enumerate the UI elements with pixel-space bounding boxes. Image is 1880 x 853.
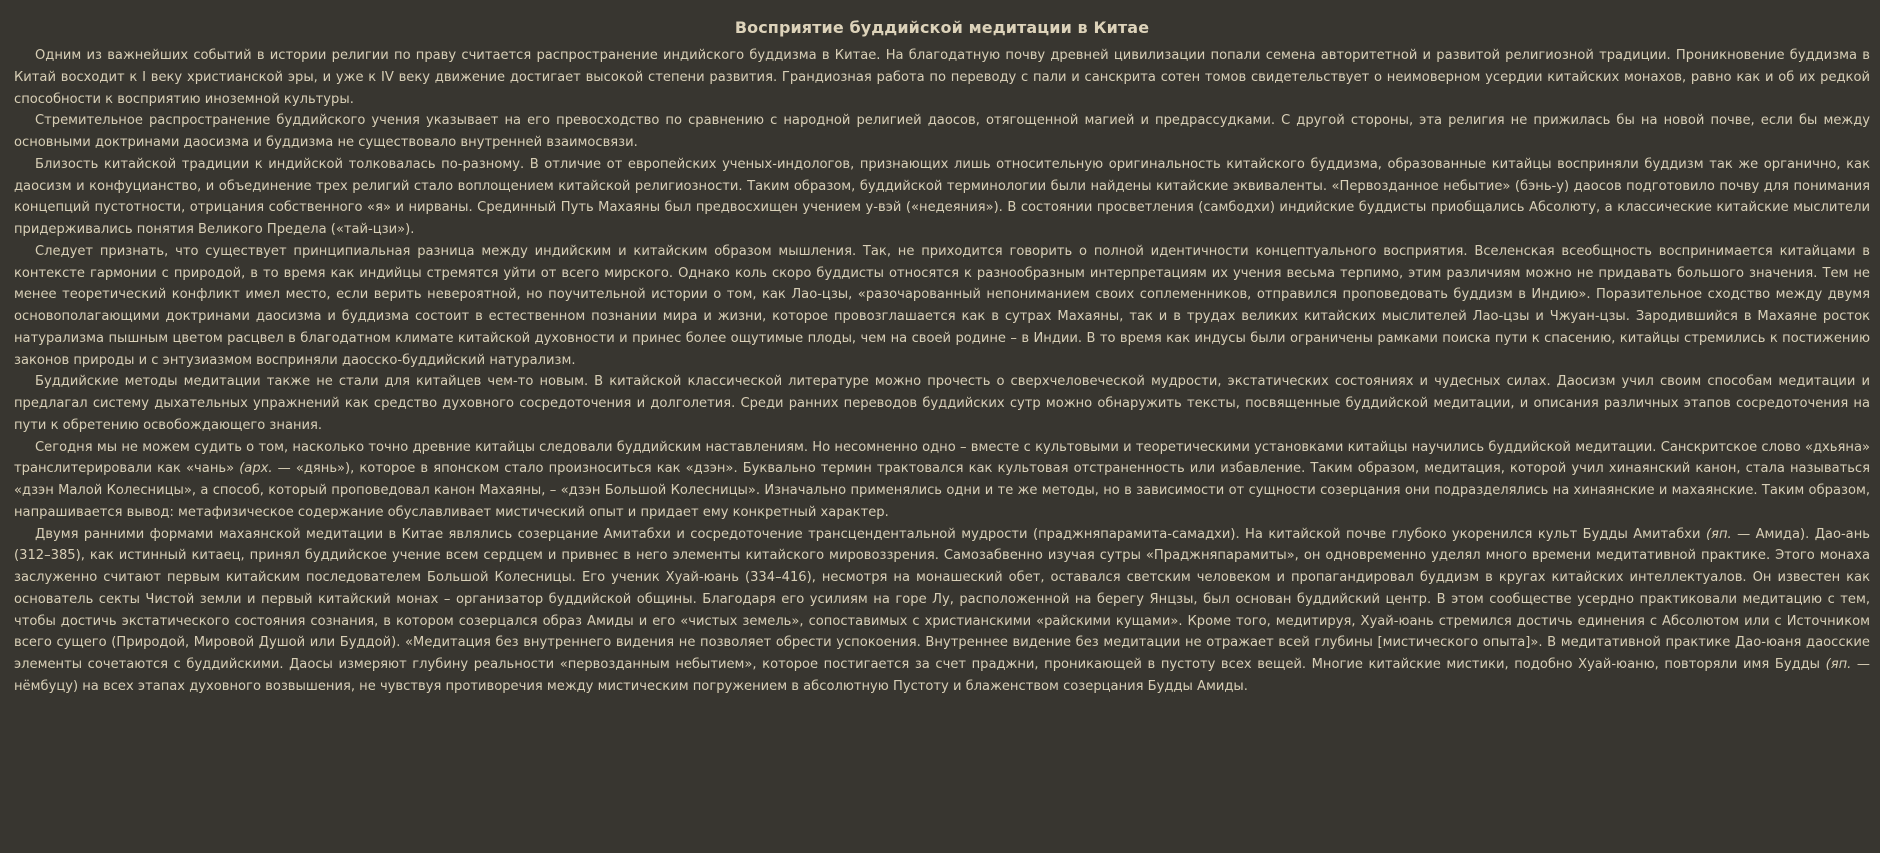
paragraph-7: [14, 524, 1870, 698]
article-body: [14, 45, 1870, 698]
paragraph-6: [14, 437, 1870, 524]
paragraph-5: [14, 371, 1870, 436]
italic-abbreviation: (арх.: [239, 461, 273, 477]
paragraph-text: Буддийские методы медитации также не стали для китайцев чем-то новым. В китайской классической литературе можно прочесть о сверхчеловеческой мудрости, экстатических состояниях и чудесных силах. Даосизм учил своим способам медитации и предлагал систему дыхательных упражнений как средство духовного сосредоточения и долголетия. Среди ранних переводов буддийских сутр можно обнаружить тексты, посвященные буддийской медитации, и описания различных этапов сосредоточения на пути к обретению освобождающего знания.: [14, 374, 1870, 433]
paragraph-2: [14, 110, 1870, 154]
paragraph-text: Двумя ранними формами махаянской медитации в Китае являлись созерцание Амитабхи и сосредоточение трансцендентальной мудрости (праджняпарамита-самадхи). На китайской почве глубоко укоренился культ Будды Амитабхи: [35, 526, 1706, 542]
document-title: Восприятие буддийской медитации в Китае: [734, 18, 1150, 37]
italic-abbreviation: (яп.: [1705, 526, 1732, 542]
paragraph-3: [14, 154, 1870, 241]
paragraph-text: — «дянь»), которое в японском стало произноситься как «дзэн». Буквально термин трактовался как культовая отстраненность или избавление. Таким образом, медитация, которой учил хинаянский канон, стала называться «дзэн Малой Колесницы», а способ, который проповедовал канон Махаяны, – «дзэн Большой Колесницы». Изначально применялись одни и те же методы, но в зависимости от сущности созерцания они подразделялись на хинаянские и махаянские. Таким образом, напрашивается вывод: метафизическое содержание обуславливает мистический опыт и придает ему конкретный характер.: [14, 461, 1871, 520]
paragraph-text: Сегодня мы не можем судить о том, насколько точно древние китайцы следовали буддийским наставлениям. Но несомненно одно – вместе с культовыми и теоретическими установками китайцы научились буддийской медитации. Санскритское слово «дхьяна» транслитерировали как «чань»: [14, 439, 1870, 477]
paragraph-text: Следует признать, что существует принципиальная разница между индийским и китайским образом мышления. Так, не приходится говорить о полной идентичности концептуального восприятия. Вселенская всеобщность воспринимается китайцами в контексте гармонии с природой, в то время как индийцы стремятся уйти от всего мирского. Однако коль скоро буддисты относятся к разнообразным интерпретациям их учения весьма терпимо, этим различиям можно не придавать большого значения. Тем не менее теоретический конфликт имел место, если верить невероятной, но поучительной истории о том, как Лао-цзы, «разочарованный непониманием своих соплеменников, отправился проповедовать буддизм в Индию». Поразительное сходство между двумя основополагающими доктринами даосизма и буддизма состоит в естественном познании мира и жизни, которое провозглашается как в сутрах Махаяны, так и в трудах великих китайских мыслителей Лао-цзы и Чжуан-цзы. Зародившийся в Махаяне росток натурализма пышным цветом расцвел в благодатном климате китайской духовности и принес более ощутимые плоды, чем на своей родине – в Индии. В то время как индусы были ограничены рамками поиска пути к спасению, китайцы стремились к постижению законов природы и с энтузиазмом восприняли даосско-буддийский натурализм.: [14, 243, 1870, 368]
paragraph-4: [14, 241, 1870, 372]
paragraph-text: Одним из важнейших событий в истории религии по праву считается распространение индийского буддизма в Китае. На благодатную почву древней цивилизации попали семена авторитетной и развитой религиозной традиции. Проникновение буддизма в Китай восходит к I веку христианской эры, и уже к IV веку движение достигает высокой степени развития. Грандиозная работа по переводу с пали и санскрита сотен томов свидетельствует о неимоверном усердии китайских монахов, равно как и об их редкой способности к восприятию иноземной культуры.: [14, 48, 1870, 107]
italic-abbreviation: (яп.: [1825, 657, 1852, 672]
paragraph-text: — нёмбуцу) на всех этапах духовного возвышения, не чувствуя противоречия между мистическим погружением в абсолютную Пустоту и блаженством созерцания Будды Амиды.: [14, 657, 1870, 694]
paragraph-text: — Амида). Дао-ань (312–385), как истинный китаец, принял буддийское учение всем сердцем и привнес в него элементы китайского мировоззрения. Самозабвенно изучая сутры «Праджняпарамиты», он одновременно уделял много времени медитативной практике. Этого монаха заслуженно считают первым китайским последователем Большой Колесницы. Его ученик Хуай-юань (334–416), несмотря на монашеский обет, оставался светским человеком и пропагандировал буддизм в кругах китайских интеллектуалов. Он известен как основатель секты Чистой земли и первый китайский монах – организатор буддийской общины. Благодаря его усилиям на горе Лу, расположенной на берегу Янцзы, был основан буддийский центр. В этом сообществе усердно практиковали медитацию с тем, чтобы достичь экстатического состояния сознания, в котором созерцался образ Амиды и его «чистых земель», сопоставимых с христианскими «райскими кущами». Кроме того, медитируя, Хуай-юань стремился достичь единения с Абсолютом или с Источником всего сущего (Природой, Мировой Душой или Буддой). «Медитация без внутреннего видения не позволяет обрести успокоения. Внутреннее видение без медитации не отражает всей глубины [мистического опыта]». В медитативной практике Дао-юаня даосские элементы сочетаются с буддийскими. Даосы измеряют глубину реальности «первозданным небытием», которое постигается за счет праджни, проникающей в пустоту всех вещей. Многие китайские мистики, подобно Хуай-юаню, повторяли имя Будды: [14, 526, 1870, 672]
paragraph-1: [14, 45, 1870, 110]
paragraph-text: Близость китайской традиции к индийской толковалась по-разному. В отличие от европейских ученых-индологов, признающих лишь относительную оригинальность китайского буддизма, образованные китайцы восприняли буддизм так же органично, как даосизм и конфуцианство, и объединение трех религий стало воплощением китайской религиозности. Таким образом, буддийской терминологии были найдены китайские эквиваленты. «Первозданное небытие» (бэнь-у) даосов подготовило почву для понимания концепций пустотности, отрицания собственного «я» и нирваны. Срединный Путь Махаяны был предвосхищен учением у-вэй («недеяния»). В состоянии просветления (самбодхи) индийские буддисты приобщались Абсолюту, а классические китайские мыслители придерживались понятия Великого Предела («тай-цзи»).: [14, 156, 1870, 237]
paragraph-text: Стремительное распространение буддийского учения указывает на его превосходство по сравнению с народной религией даосов, отягощенной магией и предрассудками. С другой стороны, эта религия не прижилась бы на новой почве, если бы между основными доктринами даосизма и буддизма не существовало внутренней взаимосвязи.: [14, 113, 1870, 150]
